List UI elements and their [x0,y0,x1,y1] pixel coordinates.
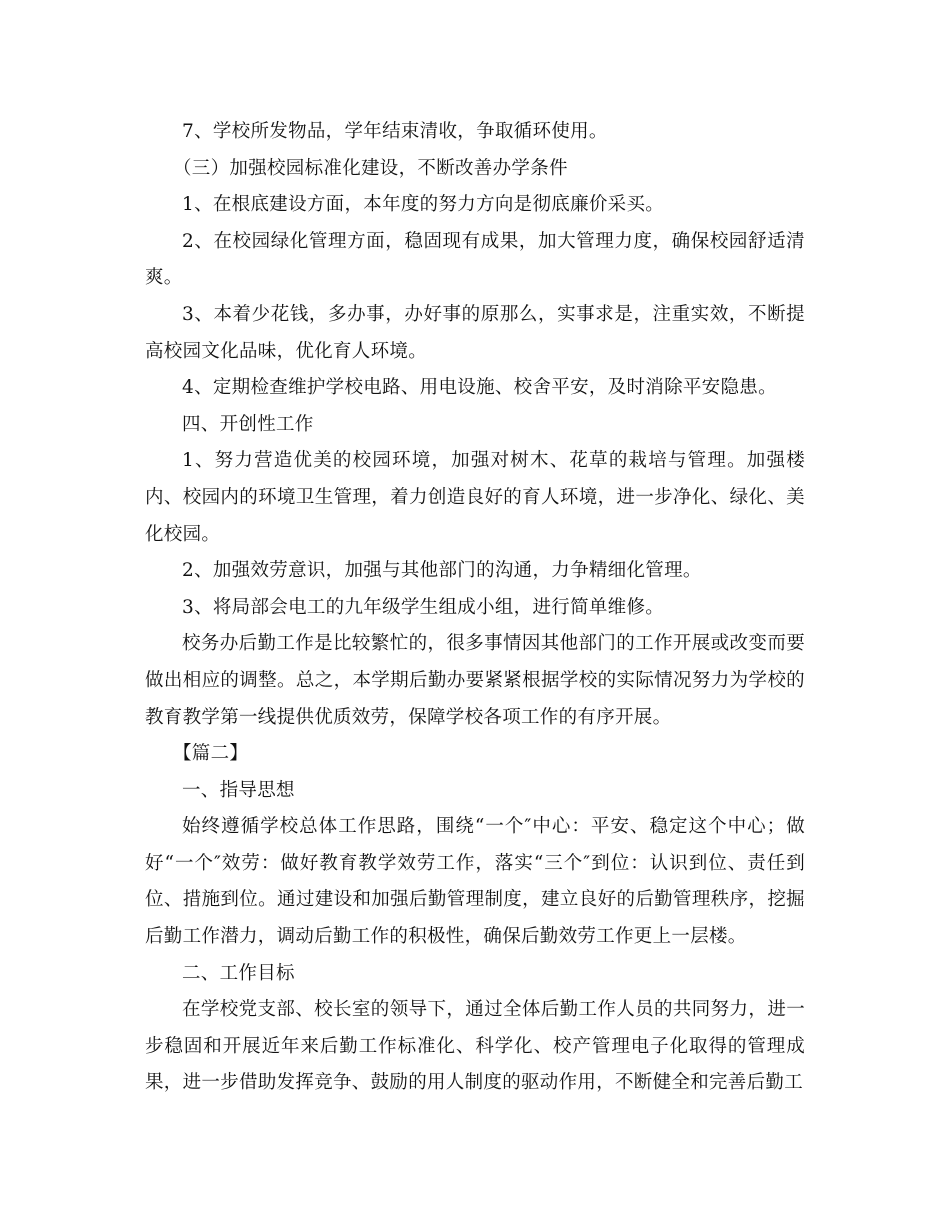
creative-item-1: 1、努力营造优美的校园环境，加强对树木、花草的栽培与管理。加强楼内、校园内的环境卫生管理，着力创造良好的育人环境，进一步净化、绿化、美化校园。 [145,450,805,545]
summary-paragraph: 校务办后勤工作是比较繁忙的，很多事情因其他部门的工作开展或改变而要做出相应的调整。总之，本学期后勤办要紧紧根据学校的实际情况努力为学校的教育教学第一线提供优质效劳，保障学校各项工作的有序开展。 [145,633,805,728]
work-goal-heading: 二、工作目标 [182,962,295,984]
section-4-heading: 四、开创性工作 [182,413,314,435]
item-2-greening: 2、在校园绿化管理方面，稳固现有成果，加大管理力度，确保校园舒适清爽。 [145,230,805,289]
work-goal-paragraph: 在学校党支部、校长室的领导下，通过全体后勤工作人员的共同努力，进一步稳固和开展近年来后勤工作标准化、科学化、校产管理电子化取得的管理成果，进一步借助发挥竞争、鼓励的用人制度的驱动作用，不断健全和完善后勤工 [145,999,805,1094]
part-two-heading: 【篇二】 [173,743,249,765]
item-3-culture: 3、本着少花钱，多办事，办好事的原那么，实事求是，注重实效，不断提高校园文化品味，优化育人环境。 [145,303,805,362]
item-4-safety-check: 4、定期检查维护学校电路、用电设施、校舍平安，及时消除平安隐患。 [182,377,777,399]
item-7-distributed-goods: 7、学校所发物品，学年结束清收，争取循环使用。 [182,121,608,142]
creative-item-3: 3、将局部会电工的九年级学生组成小组，进行简单维修。 [182,596,665,618]
section-3-heading: （三）加强校园标准化建设，不断改善办学条件 [173,157,568,179]
creative-item-2: 2、加强效劳意识，加强与其他部门的沟通，力争精细化管理。 [182,560,702,582]
guiding-thought-paragraph: 始终遵循学校总体工作思路，围绕“一个″中心：平安、稳定这个中心；做好“一个″效劳：做好教育教学效劳工作，落实“三个″到位：认识到位、责任到位、措施到位。通过建设和加强后勤管理制度，建立良好的后勤管理秩序，挖掘后勤工作潜力，调动后勤工作的积极性，确保后勤效劳工作更上一层楼。 [145,816,805,948]
guiding-thought-heading: 一、指导思想 [182,779,295,801]
item-1-infrastructure: 1、在根底建设方面，本年度的努力方向是彻底廉价采买。 [182,194,665,216]
document-page [145,114,805,1102]
